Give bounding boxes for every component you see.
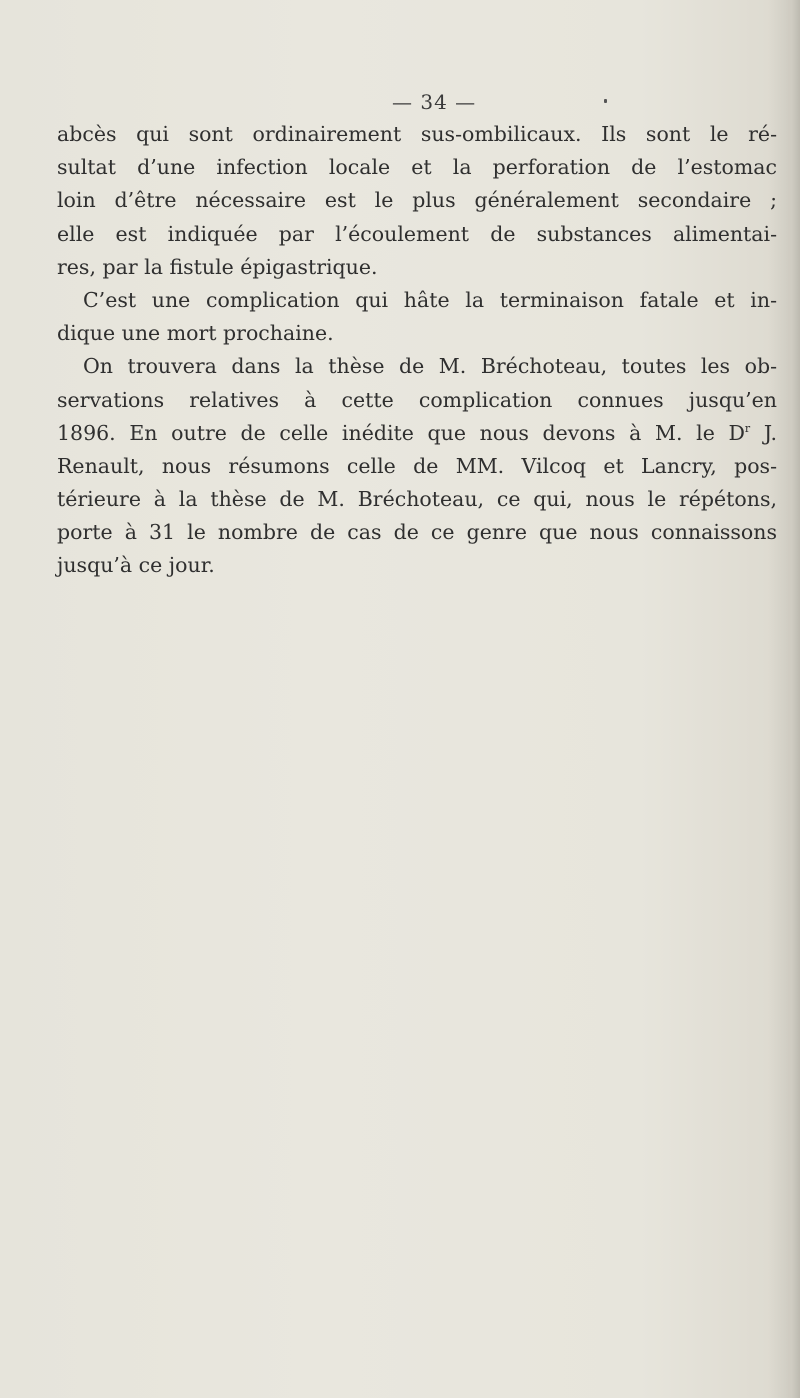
text-line: On trouvera dans la thèse de M. Bréchoteau, toutes les ob- <box>83 354 777 379</box>
text-line: porte à 31 le nombre de cas de ce genre que nous connaissons <box>57 520 777 545</box>
page-number: — 34 — <box>392 90 477 114</box>
body-text <box>57 118 777 583</box>
text-line: jusqu’à ce jour. <box>57 553 215 578</box>
superscript: r <box>744 421 751 435</box>
ink-speck <box>604 99 607 103</box>
text-line: térieure à la thèse de M. Bréchoteau, ce qui, nous le répétons, <box>57 487 777 512</box>
text-line: Renault, nous résumons celle de MM. Vilcoq et Lancry, pos- <box>57 453 777 478</box>
text-segment: 1896. En outre de celle inédite que nous devons à M. le D <box>57 420 745 445</box>
text-line: res, par la fistule épigastrique. <box>57 254 378 279</box>
text-line: loin d’être nécessaire est le plus généralement secondaire ; <box>57 188 777 213</box>
text-line: sultat d’une infection locale et la perforation de l’estomac <box>57 155 777 180</box>
text-line-with-superscript <box>57 417 777 450</box>
text-line: dique une mort prochaine. <box>57 321 334 346</box>
text-line: abcès qui sont ordinairement sus-ombilicaux. Ils sont le ré- <box>57 122 777 146</box>
text-line: C’est une complication qui hâte la terminaison fatale et in- <box>83 287 777 312</box>
text-segment: J. <box>750 420 777 445</box>
text-line: elle est indiquée par l’écoulement de substances alimentai- <box>57 221 777 246</box>
page-edge-shadow <box>786 0 800 1398</box>
text-line: servations relatives à cette complication connues jusqu’en <box>57 387 777 412</box>
